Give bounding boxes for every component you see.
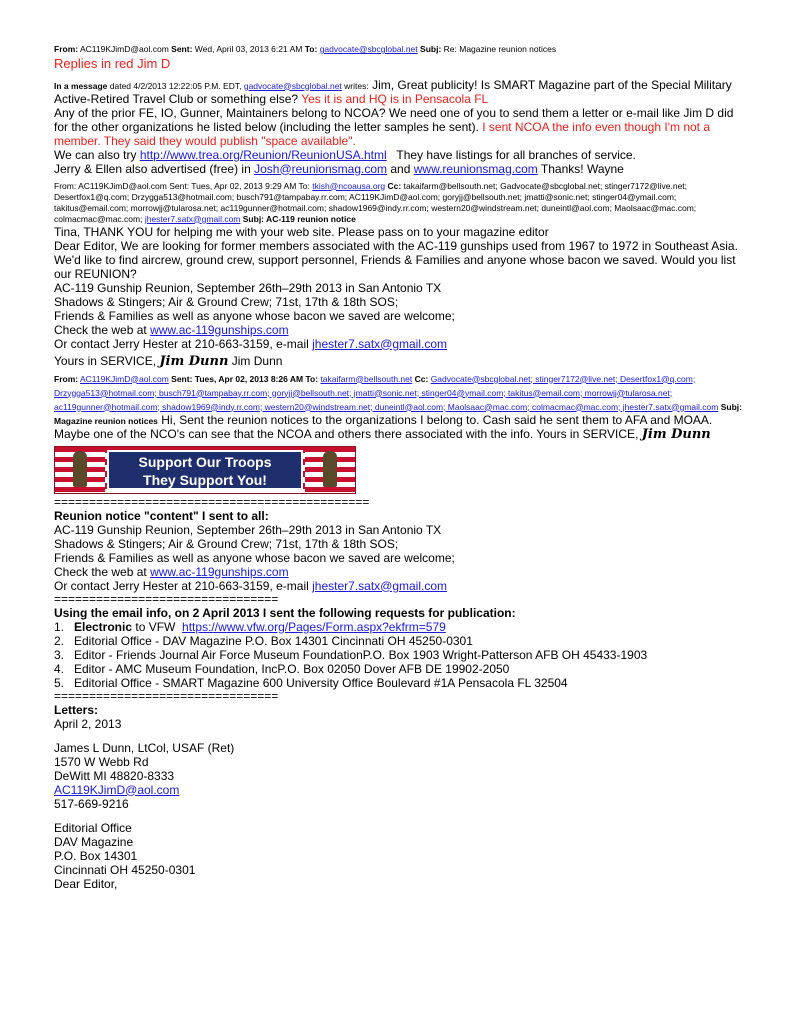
- email2-body2: Dear Editor, We are looking for former members associated with the AC-119 gunships used from 1967 to 1972 in Southeast Asia. We'd like to find aircrew, ground crew, support personnel, Friends & Families and anyone whose bacon we saved. Would you list our REUNION?: [54, 238, 738, 281]
- email3-to-link[interactable]: takaifarm@bellsouth.net: [320, 373, 413, 384]
- sender-name: James L Dunn, LtCol, USAF (Ret): [54, 740, 235, 755]
- list-item: [54, 620, 744, 634]
- email2-yours: Yours in SERVICE,: [54, 353, 157, 368]
- sender-phone: 517-669-9216: [54, 796, 129, 811]
- email2-signature: Jim Dunn: [159, 353, 229, 369]
- email2-body7: Or contact Jerry Hester at 210-663-3159, e-mail: [54, 336, 309, 351]
- notice-line4: Check the web at: [54, 564, 147, 579]
- replies-note: Replies in red Jim D: [54, 56, 171, 71]
- letters-heading: Letters:: [54, 702, 99, 717]
- banner-text-box: [107, 450, 303, 490]
- notice-line3: Friends & Families as well as anyone whose bacon we saved are welcome;: [54, 550, 455, 565]
- email2-header: [54, 181, 744, 225]
- vfw-link[interactable]: https://www.vfw.org/Pages/Form.aspx?ekfrm=579: [182, 619, 446, 634]
- email3-cc-list[interactable]: Gadvocate@sbcglobal.net; stinger7172@live.net; Desertfox1@q.com; Drzygga513@hotmail.com; busch791@tampabay.rr.com; goryjj@bellsouth.net; jmatti@sonic.net; stinger04@ymail.com; takitus@email.com; morrowjj@tularosa.net; ac119gunner@hotmail.com; shadow1969@indy.rr.com; western20@windstream.net; duneintl@aol.com; Maolsaac@mac.com; colmacmac@mac.com; jhester7.satx@gmail.com: [54, 373, 719, 412]
- sender-email-link[interactable]: AC119KJimD@aol.com: [54, 782, 180, 797]
- quoted-line3b: They have listings for all branches of service.: [396, 147, 636, 162]
- email3-signature: Jim Dunn: [641, 426, 711, 442]
- notice-line5: Or contact Jerry Hester at 210-663-3159, e-mail: [54, 578, 309, 593]
- item-num: 3.: [54, 647, 65, 662]
- separator: ================================: [54, 591, 279, 606]
- quoted-prefix: In a message: [54, 80, 108, 91]
- email3-body: Hi, Sent the reunion notices to the organizations I belong to. Cash said he sent them to AFA and MOAA. Maybe one of the NCO's can see that the NCOA and others there associated with the info. Yours in SERVICE,: [54, 412, 713, 441]
- item-bold: Electronic: [74, 619, 133, 634]
- list-item: [54, 676, 744, 690]
- email2-cc-label: Cc:: [387, 180, 402, 191]
- email2-cc-list: takaifarm@bellsouth.net; Gadvocate@sbcglobal.net; stinger7172@live.net; Desertfox1@q.com; Drzygga513@hotmail.com; busch791@tampabay.rr.com; AC119KJimD@aol.com; goryjj@bellsouth.net; jmatti@sonic.net; stinger04@ymail.com; takitus@email.com; morrowjj@tularosa.net; ac119gunner@hotmail.com; shadow1969@indy.rr.com; western20@windstream.net; duneintl@aol.com; Maolsaac@mac.com; colmacmac@mac.com;: [54, 180, 697, 224]
- email2-body5: Friends & Families as well as anyone whose bacon we saved are welcome;: [54, 308, 455, 323]
- notice-heading: Reunion notice "content" I sent to all:: [54, 508, 269, 523]
- support-troops-banner: [54, 446, 356, 494]
- to-address-link[interactable]: gadvocate@sbcglobal.net: [319, 44, 418, 54]
- recipient-line2: DAV Magazine: [54, 834, 134, 849]
- item-text: Editor - Friends Journal Air Force Museum FoundationP.O. Box 1903 Wright-Patterson AFB OH 45433-1903: [74, 647, 648, 662]
- separator: ================================: [54, 688, 279, 703]
- notice-section: [54, 509, 744, 593]
- email3-sent: Sent: Tues, Apr 02, 2013 8:26 AM To:: [171, 373, 319, 384]
- email2-cc-link[interactable]: jhester7.satx@gmail.com: [144, 213, 241, 224]
- quoted-email-link[interactable]: gadvocate@sbcglobal.net: [243, 80, 342, 91]
- email2-body6: Check the web at: [54, 322, 147, 337]
- email3-from-link[interactable]: AC119KJimD@aol.com: [80, 373, 169, 384]
- to-label: To:: [304, 44, 318, 54]
- email2-email-link[interactable]: jhester7.satx@gmail.com: [312, 336, 448, 351]
- item-text: Editorial Office - DAV Magazine P.O. Box 14301 Cincinnati OH 45250-0301: [74, 633, 473, 648]
- requests-list: [54, 620, 744, 690]
- quoted-line3a: We can also try: [54, 147, 137, 162]
- banner-line2: They Support You!: [143, 471, 267, 488]
- email2-from-sent: From: AC119KJimD@aol.com Sent: Tues, Apr 02, 2013 9:29 AM To:: [54, 180, 310, 191]
- email2-web-link[interactable]: www.ac-119gunships.com: [150, 322, 289, 337]
- email2-body: [54, 225, 744, 369]
- list-item: [54, 662, 744, 676]
- quoted-line4a: Jerry & Ellen also advertised (free) in: [54, 161, 251, 176]
- item-text: to VFW: [132, 619, 179, 634]
- soldier-right-icon: [323, 451, 337, 487]
- subject: Re: Magazine reunion notices: [443, 44, 557, 54]
- notice-line1: AC-119 Gunship Reunion, September 26th–29th 2013 in San Antonio TX: [54, 522, 442, 537]
- soldier-left-icon: [73, 451, 87, 487]
- email2-subject: Subj: AC-119 reunion notice: [242, 213, 356, 224]
- document-page: [54, 44, 744, 891]
- from-label: From:: [54, 44, 79, 54]
- email3: [54, 371, 744, 442]
- sender-city: DeWitt MI 48820-8333: [54, 768, 175, 783]
- quoted-date: dated 4/2/2013 12:22:05 P.M. EDT,: [109, 80, 242, 91]
- list-item: [54, 648, 744, 662]
- item-num: 4.: [54, 661, 65, 676]
- email1-header: [54, 44, 744, 55]
- requests-heading: Using the email info, on 2 April 2013 I sent the following requests for publication:: [54, 605, 516, 620]
- notice-email-link[interactable]: jhester7.satx@gmail.com: [312, 578, 448, 593]
- trea-link[interactable]: http://www.trea.org/Reunion/ReunionUSA.html: [139, 147, 387, 162]
- josh-link[interactable]: Josh@reunionsmag.com: [254, 161, 388, 176]
- requests-section: [54, 606, 744, 690]
- item-text: Editor - AMC Museum Foundation, IncP.O. Box 02050 Dover AFB DE 19902-2050: [74, 661, 510, 676]
- recipient-line4: Cincinnati OH 45250-0301: [54, 862, 196, 877]
- email2-name: Jim Dunn: [231, 353, 283, 368]
- letter-date: April 2, 2013: [54, 716, 122, 731]
- email2-body4: Shadows & Stingers; Air & Ground Crew; 71st, 17th & 18th SOS;: [54, 294, 399, 309]
- item-num: 2.: [54, 633, 65, 648]
- quoted-line4c: Thanks! Wayne: [540, 161, 624, 176]
- email3-subject: Subj: Magazine reunion notices: [54, 401, 742, 426]
- letters-section: [54, 703, 744, 891]
- sent-label: Sent:: [171, 44, 193, 54]
- reunionsmag-link[interactable]: www.reunionsmag.com: [413, 161, 538, 176]
- quoted-message: [54, 78, 744, 176]
- recipient-line3: P.O. Box 14301: [54, 848, 138, 863]
- subj-label: Subj:: [420, 44, 442, 54]
- email3-from-label: From:: [54, 373, 79, 384]
- from-address: AC119KJimD@aol.com: [80, 44, 169, 54]
- quoted-line4b: and: [390, 161, 411, 176]
- reply1: Yes it is and HQ is in Pensacola FL: [301, 91, 489, 106]
- salutation: Dear Editor,: [54, 876, 118, 891]
- sender-street: 1570 W Webb Rd: [54, 754, 149, 769]
- separator: =============================================: [54, 494, 370, 509]
- email2-body3: AC-119 Gunship Reunion, September 26th–29th 2013 in San Antonio TX: [54, 280, 442, 295]
- quoted-line1: Jim, Great publicity! Is SMART Magazine part of the Special Military Active-Retired Travel Club or something else?: [54, 77, 732, 106]
- quoted-writes: writes:: [344, 80, 369, 91]
- item-num: 5.: [54, 675, 65, 690]
- sent-date: Wed, April 03, 2013 6:21 AM: [194, 44, 303, 54]
- quoted-line2: Any of the prior FE, IO, Gunner, Maintainers belong to NCOA? We need one of you to send them a letter or e-mail like Jim D did for the other organizations he listed below (including the letter samples he sent).: [54, 105, 734, 134]
- list-item: [54, 634, 744, 648]
- notice-web-link[interactable]: www.ac-119gunships.com: [150, 564, 289, 579]
- email2-body1: Tina, THANK YOU for helping me with your web site. Please pass on to your magazine editor: [54, 224, 549, 239]
- item-text: Editorial Office - SMART Magazine 600 University Office Boulevard #1A Pensacola FL 32504: [74, 675, 568, 690]
- recipient-line1: Editorial Office: [54, 820, 132, 835]
- banner-line1: Support Our Troops: [138, 453, 272, 470]
- notice-line2: Shadows & Stingers; Air & Ground Crew; 71st, 17th & 18th SOS;: [54, 536, 399, 551]
- email3-cc-label: Cc:: [414, 373, 429, 384]
- item-num: 1.: [54, 619, 65, 634]
- reply2: I sent NCOA the info even though I'm not a member. They said they would publish "space available".: [54, 119, 711, 148]
- email2-to-link[interactable]: tkish@ncoausa.org: [312, 180, 386, 191]
